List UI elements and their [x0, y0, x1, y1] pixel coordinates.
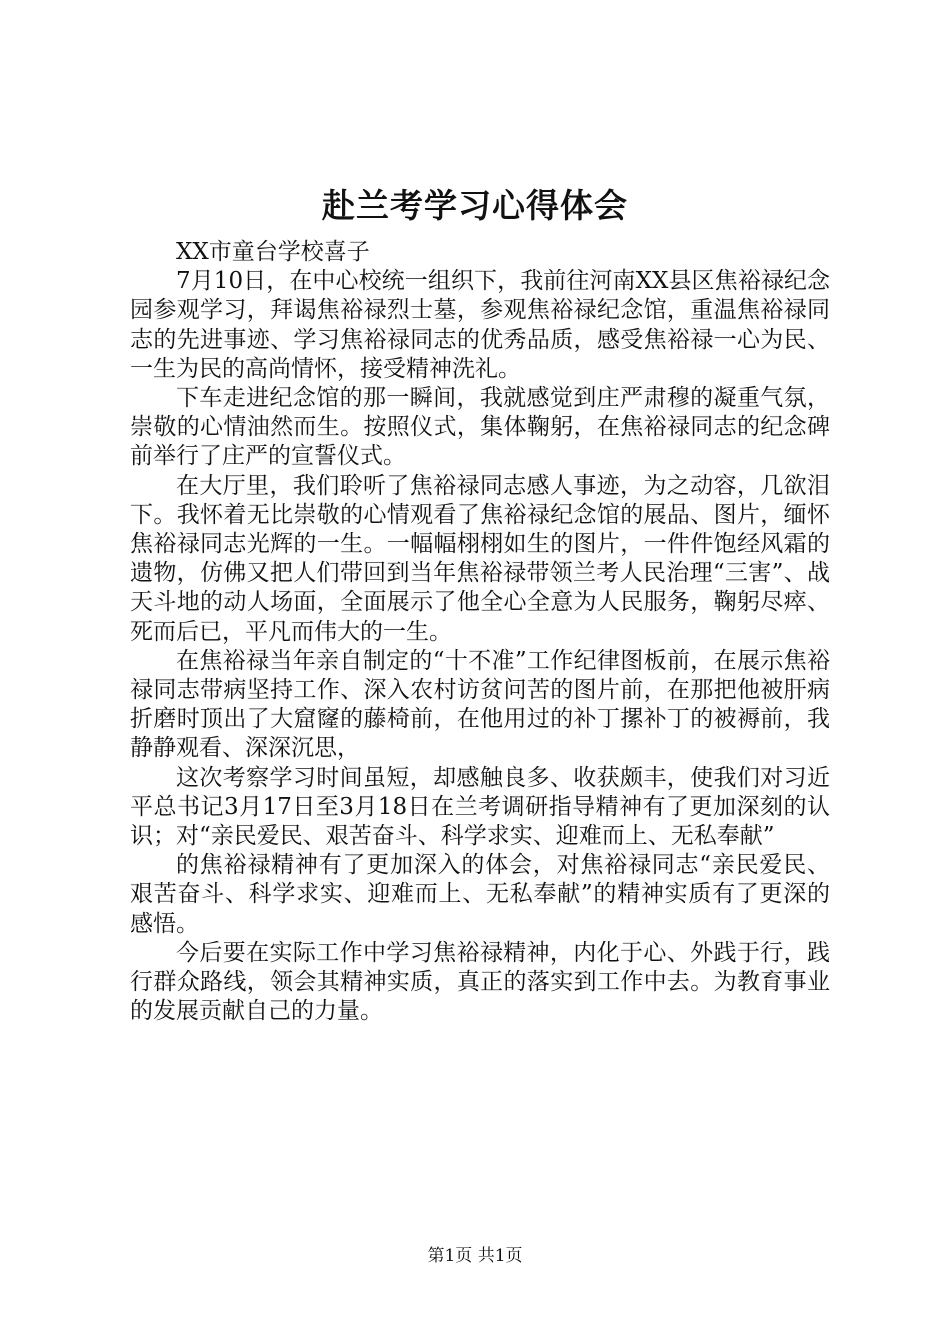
document-title: 赴兰考学习心得体会: [322, 186, 628, 225]
paragraph: 今后要在实际工作中学习焦裕禄精神，内化于心、外践于行，践行群众路线，领会其精神实质，真正的落实到工作中去。为教育事业的发展贡献自己的力量。: [130, 939, 830, 1025]
paragraph: 在大厅里，我们聆听了焦裕禄同志感人事迹，为之动容，几欲泪下。我怀着无比崇敬的心情观看了焦裕禄纪念馆的展品、图片，缅怀焦裕禄同志光辉的一生。一幅幅栩栩如生的图片，一件件饱经风霜的遗物，仿佛又把人们带回到当年焦裕禄带领兰考人民治理“三害”、战天斗地的动人场面，全面展示了他全心全意为人民服务，鞠躬尽瘁、死而后已，平凡而伟大的一生。: [130, 472, 830, 645]
page-footer: 第1页 共1页: [427, 1246, 523, 1266]
paragraph: 7月10日，在中心校统一组织下，我前往河南XX县区焦裕禄纪念园参观学习，拜谒焦裕禄烈士墓，参观焦裕禄纪念馆，重温焦裕禄同志的先进事迹、学习焦裕禄同志的优秀品质，感受焦裕禄一心为民、一生为民的高尚情怀，接受精神洗礼。: [130, 268, 830, 382]
paragraph: 下车走进纪念馆的那一瞬间，我就感觉到庄严肃穆的凝重气氛，崇敬的心情油然而生。按照仪式，集体鞠躬，在焦裕禄同志的纪念碑前举行了庄严的宣誓仪式。: [130, 385, 830, 470]
paragraph: 在焦裕禄当年亲自制定的“十不准”工作纪律图板前，在展示焦裕禄同志带病坚持工作、深入农村访贫问苦的图片前，在那把他被肝病折磨时顶出了大窟窿的藤椅前，在他用过的补丁摞补丁的被褥前，我静静观看、深深沉思，: [130, 647, 830, 762]
author-line: XX市童台学校喜子: [176, 239, 370, 265]
document-body: [130, 238, 830, 1026]
paragraph: 这次考察学习时间虽短，却感触良多、收获颇丰，使我们对习近平总书记3月17日至3月18日在兰考调研指导精神有了更加深刻的认识；对“亲民爱民、艰苦奋斗、科学求实、迎难而上、无私奉献”: [130, 764, 830, 850]
paragraph: 的焦裕禄精神有了更加深入的体会，对焦裕禄同志“亲民爱民、艰苦奋斗、科学求实、迎难而上、无私奉献”的精神实质有了更深的感悟。: [130, 852, 830, 937]
